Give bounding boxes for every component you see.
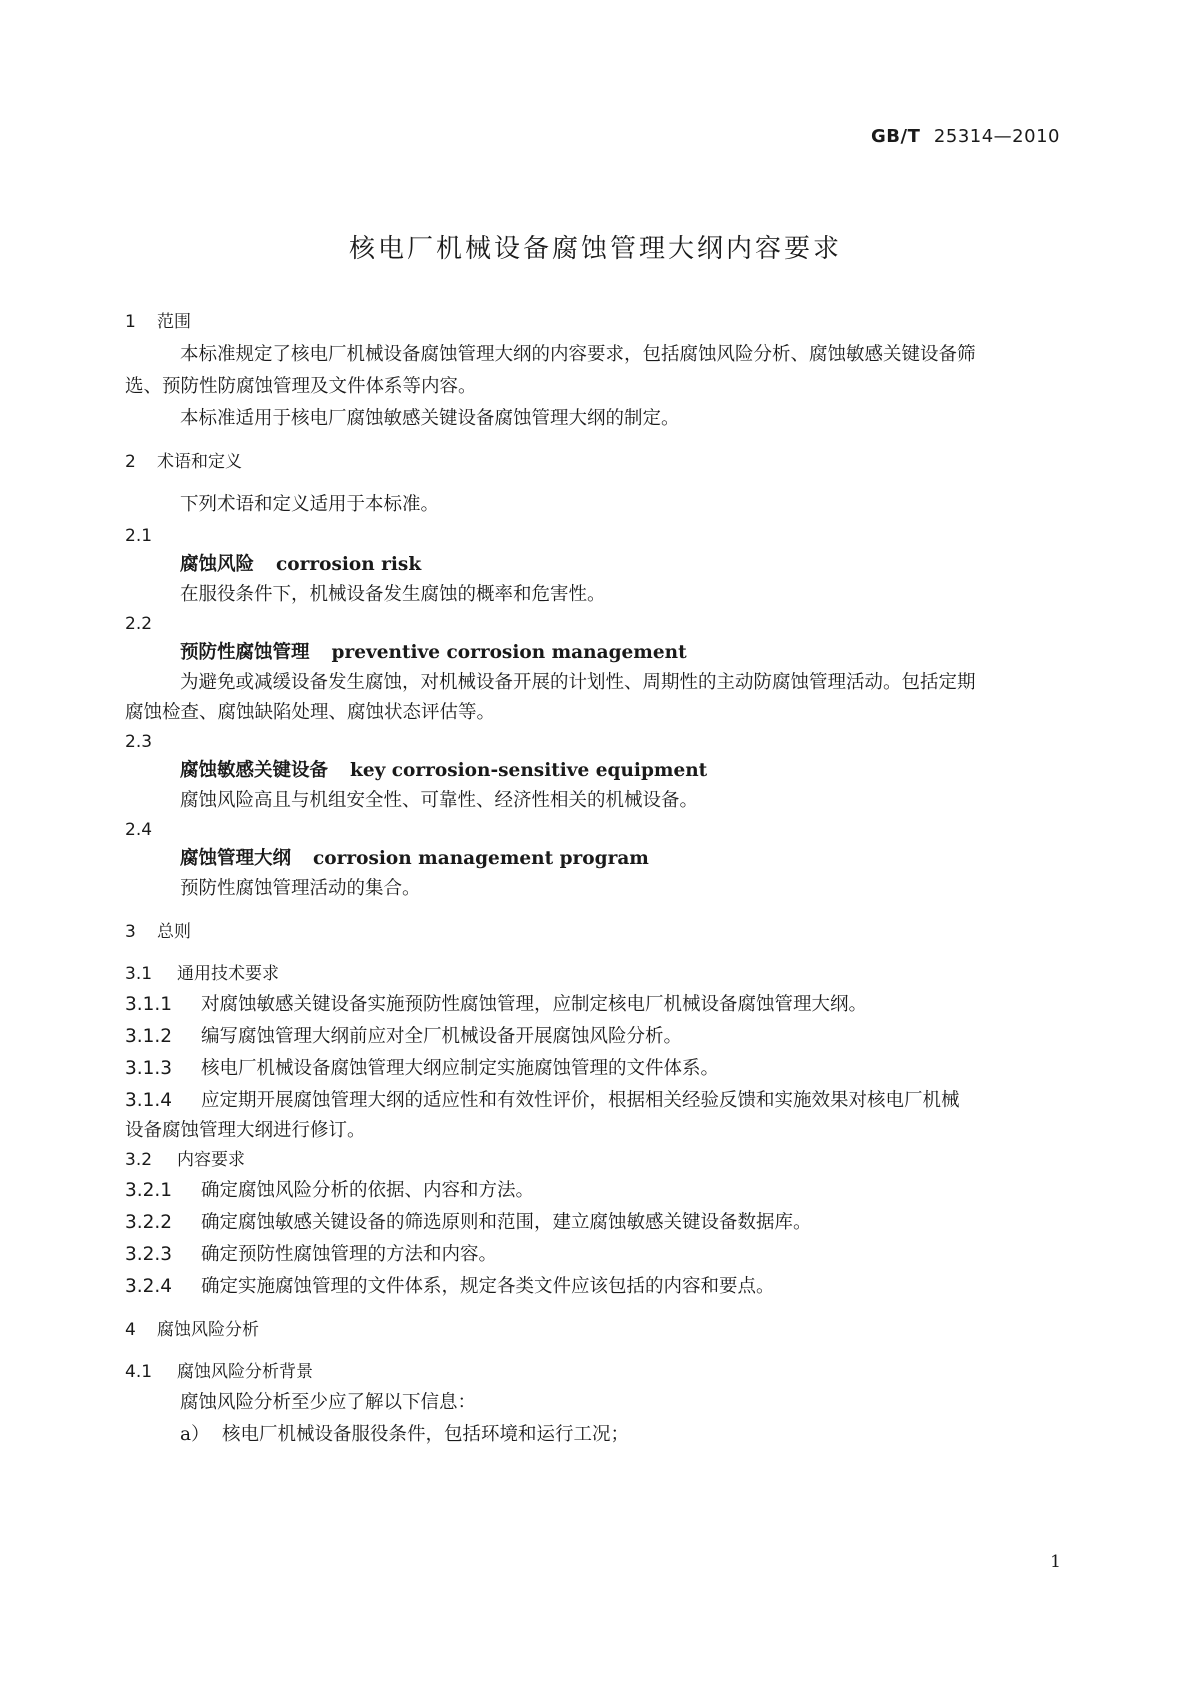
clause: 3.1.1 对腐蚀敏感关键设备实施预防性腐蚀管理，应制定核电厂机械设备腐蚀管理大纲。 [125, 994, 868, 1015]
term-entry: 腐蚀管理大纲 corrosion management program [180, 848, 649, 869]
term-definition: 腐蚀检查、腐蚀缺陷处理、腐蚀状态评估等。 [125, 702, 496, 723]
term-definition: 预防性腐蚀管理活动的集合。 [180, 878, 421, 899]
subsection-heading: 3.1 通用技术要求 [125, 964, 279, 984]
clause: 3.1.3 核电厂机械设备腐蚀管理大纲应制定实施腐蚀管理的文件体系。 [125, 1058, 720, 1079]
paragraph: 本标准适用于核电厂腐蚀敏感关键设备腐蚀管理大纲的制定。 [180, 408, 680, 429]
page-number: 1 [1050, 1552, 1061, 1572]
term-number: 2.1 [125, 526, 153, 546]
clause: 3.2.3 确定预防性腐蚀管理的方法和内容。 [125, 1244, 498, 1265]
paragraph: 本标准规定了核电厂机械设备腐蚀管理大纲的内容要求，包括腐蚀风险分析、腐蚀敏感关键设备筛 [180, 344, 976, 365]
standard-code: 25314—2010 [933, 126, 1060, 147]
paragraph: 腐蚀风险分析至少应了解以下信息： [180, 1392, 477, 1413]
subsection-heading: 4.1 腐蚀风险分析背景 [125, 1362, 313, 1382]
clause-continuation: 设备腐蚀管理大纲进行修订。 [125, 1120, 366, 1141]
clause: 3.2.4 确定实施腐蚀管理的文件体系，规定各类文件应该包括的内容和要点。 [125, 1276, 775, 1297]
section-heading-1: 1 范围 [125, 312, 191, 332]
section-heading-3: 3 总则 [125, 922, 191, 942]
term-number: 2.3 [125, 732, 153, 752]
clause: 3.2.2 确定腐蚀敏感关键设备的筛选原则和范围，建立腐蚀敏感关键设备数据库。 [125, 1212, 812, 1233]
paragraph: 下列术语和定义适用于本标准。 [180, 494, 440, 515]
term-entry: 腐蚀风险 corrosion risk [180, 554, 422, 575]
clause: 3.1.4 应定期开展腐蚀管理大纲的适应性和有效性评价，根据相关经验反馈和实施效果对核电厂机械 [125, 1090, 960, 1111]
standard-prefix: GB/T [871, 126, 921, 147]
term-entry: 腐蚀敏感关键设备 key corrosion-sensitive equipment [180, 760, 708, 781]
term-definition: 在服役条件下，机械设备发生腐蚀的概率和危害性。 [180, 584, 606, 605]
section-heading-2: 2 术语和定义 [125, 452, 242, 472]
term-number: 2.2 [125, 614, 153, 634]
list-item: a） 核电厂机械设备服役条件，包括环境和运行工况； [180, 1424, 630, 1445]
section-heading-4: 4 腐蚀风险分析 [125, 1320, 259, 1340]
document-title: 核电厂机械设备腐蚀管理大纲内容要求 [348, 234, 842, 264]
subsection-heading: 3.2 内容要求 [125, 1150, 245, 1170]
clause: 3.1.2 编写腐蚀管理大纲前应对全厂机械设备开展腐蚀风险分析。 [125, 1026, 683, 1047]
term-definition: 为避免或减缓设备发生腐蚀，对机械设备开展的计划性、周期性的主动防腐蚀管理活动。包括定期 [180, 672, 976, 693]
clause: 3.2.1 确定腐蚀风险分析的依据、内容和方法。 [125, 1180, 535, 1201]
term-definition: 腐蚀风险高且与机组安全性、可靠性、经济性相关的机械设备。 [180, 790, 699, 811]
standard-number [871, 126, 1060, 147]
term-entry: 预防性腐蚀管理 preventive corrosion management [180, 642, 687, 663]
term-number: 2.4 [125, 820, 153, 840]
paragraph: 选、预防性防腐蚀管理及文件体系等内容。 [125, 376, 477, 397]
